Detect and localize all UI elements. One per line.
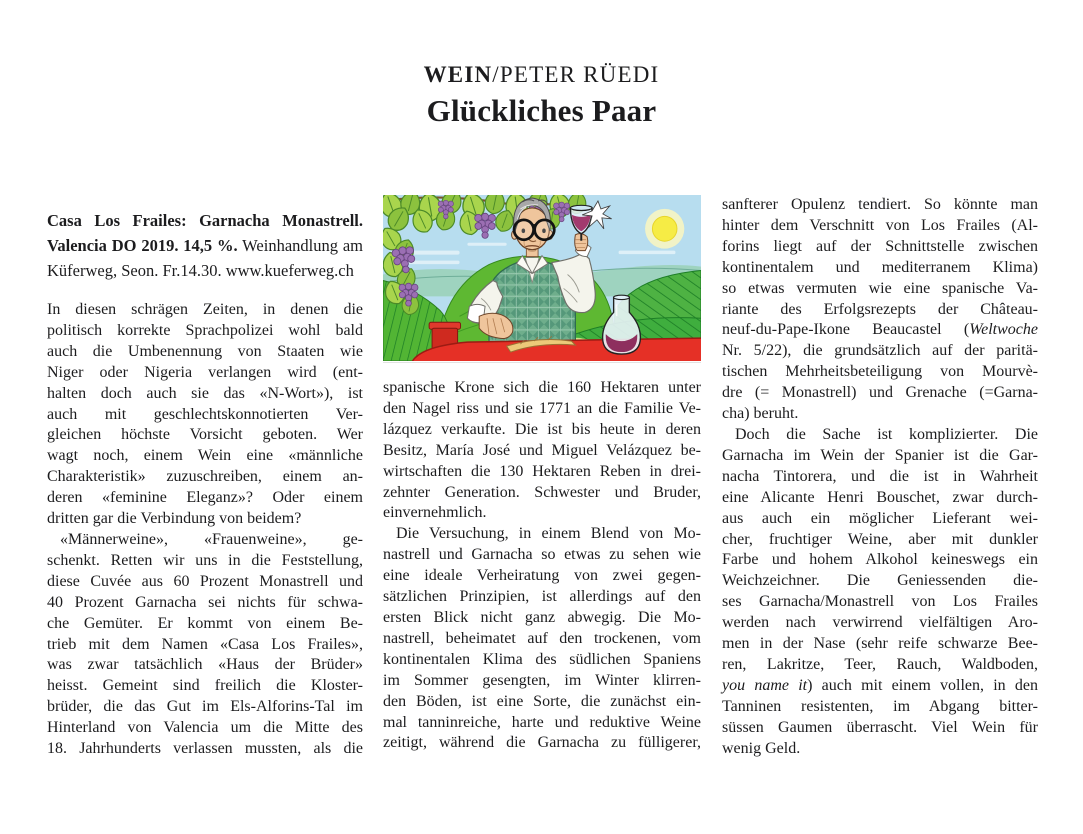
text-line: politisch korrekte Sprachpolizei wohl bald [47,321,363,339]
text-line: Küferweg, Seon. Fr.14.30. www.kueferweg.ch [47,261,354,280]
text-line: kontinentalem und mediterranem Klima) [722,258,1038,276]
text-line: einvernehmlich. [383,504,487,522]
text-line: auch die Umbenennung von Staaten wie [47,342,363,360]
text-line: Niger oder Nigeria verlangen wird (ent- [47,363,363,381]
text-line: sanfterer Opulenz tendiert. So könnte man [722,196,1038,213]
text-line: zeitigt, während die Garnacha zu fülligerer, [383,734,701,752]
column-left [47,208,363,760]
text-line: Valencia DO 2019. 14,5 %. Weinhandlung am [47,236,363,255]
text-line: brüder, die das Gut im Els-Alforins-Tal im [47,698,363,716]
text-line: Doch die Sache ist komplizierter. Die [735,425,1038,443]
text-line: auch mit geschlechtskonnotierten Ver- [47,405,363,423]
text-line: gleichen höchste Vorsicht geboten. Wer [47,426,363,444]
text-line: men in der Nase (sehr reife schwarze Bee- [722,635,1038,653]
illustration-svg [383,195,701,361]
text-line: heisst. Gemeint sind freilich die Kloster- [47,677,363,695]
text-line: eine Alicante Henri Bouschet, zwar durch- [722,488,1038,506]
text-line: tischen Mehrheitsbeteiligung von Mourvè- [722,363,1038,381]
text-line: so etwas vermuten wie eine spanische Va- [722,279,1038,297]
wine-info-block [47,208,363,283]
text-line: «Männerweine», «Frauenweine», ge- [60,530,363,548]
text-line: wirtschaften die 130 Hektaren Reben in drei- [383,462,701,480]
text-line: zehnter Generation. Schwester und Bruder, [383,483,701,501]
text-line: riante des Erfolgsrezepts der Château- [722,300,1038,318]
column-left-text [47,300,363,760]
text-line: werden nach verwirrend vielfältigen Aro- [722,614,1038,632]
text-line: nastrell und Garnacha so etwas zu sehen wie [383,546,701,564]
sun-icon [645,209,684,249]
kicker-category: WEIN [423,62,493,87]
text-line: schenkt. Retten wir uns in die Feststellung, [47,551,363,569]
text-line: eine ideale Verheiratung von zwei gegen- [383,567,701,585]
kicker-separator: / [492,62,500,87]
text-line: forins liegt auf der Schnittstelle zwischen [722,237,1038,255]
text-line: halten doch auch sie das «N-Wort»), ist [47,384,363,402]
article-header [0,63,1083,128]
text-line: Casa Los Frailes: Garnacha Monastrell. [47,211,363,230]
text-line: Garnacha im Wein der Spanier ist die Gar- [722,446,1038,464]
text-line: Die Versuchung, in einem Blend von Mo- [396,525,701,543]
text-line: diese Cuvée aus 60 Prozent Monastrell und [47,572,363,590]
text-line: Hinterland von Valencia um die Mitte des [47,719,363,737]
text-line: che Gemüter. Er kommt von einem Be- [47,614,363,632]
text-line: cha) beruht. [722,405,799,423]
text-line: nastrell, beheimatet auf den trockenen, vom [383,629,701,647]
text-line: mal tanninreiche, harte und reduktive Weine [383,713,701,731]
text-line: deren «feminine Eleganz»? Oder einem [47,489,363,507]
text-line: wagt noch, einem Wein eine «männliche [47,447,363,465]
text-line: was zwar tatsächlich «Haus der Brüder» [47,656,363,674]
text-line: kontinentalen Klima des südlichen Spaniens [383,650,701,668]
text-line: sätzlichen Prinzipien, ist allerdings auf den [383,588,701,606]
column-middle-text [383,378,701,754]
column-middle [383,195,701,754]
text-line: ersten Blick nicht ganz abwegig. Die Mo- [383,608,701,626]
text-line: dritten gar die Verbindung von beidem? [47,510,302,528]
text-line: Tanninen resistenten, im Abgang bitter- [722,697,1038,715]
text-line: Besitz, María José und Miguel Velázquez be- [383,441,701,459]
text-line: trieb mit dem Namen «Casa Los Frailes», [47,635,363,653]
text-line: 40 Prozent Garnacha sei nichts für schwa- [47,593,363,611]
text-line: aus auch ein möglicher Lieferant wei- [722,509,1038,527]
article-title: Glückliches Paar [426,93,657,128]
text-line: den Böden, ist eine Sorte, die zunächst ein- [383,692,701,710]
text-line: dre (= Monastrell) und Grenache (=Garna- [722,384,1038,402]
column-right-text [722,195,1038,759]
text-line: cher, fruchtiger Weine, aber mit dunkler [722,530,1038,548]
text-line: neuf-du-Pape-Ikone Beaucastel (Weltwoche [722,321,1038,339]
text-line: im Sommer gesengten, im Winter klirren- [383,671,701,689]
text-line: süssen Gaumen überrascht. Viel Wein für [722,718,1038,736]
wine-taster-illustration [383,195,701,363]
kicker-author: PETER RÜEDI [499,62,660,87]
text-line: wenig Geld. [722,739,801,757]
text-line: ren, Lakritze, Teer, Rauch, Waldboden, [722,655,1038,673]
text-line: nacha Tintorera, und die ist in Wahrheit [722,467,1038,485]
text-line: In diesen schrägen Zeiten, in denen die [47,301,363,318]
article-kicker [0,63,1083,87]
column-right [722,195,1038,759]
text-line: Nr. 5/22), die grundsätzlich auf der paritä- [722,342,1038,360]
text-line: lázquez verkaufte. Die ist bis heute in deren [383,420,701,438]
text-line: hinter dem Verschnitt von Los Frailes (Al- [722,216,1038,234]
text-line: ses Garnacha/Monastrell von Los Frailes [722,593,1038,611]
text-line: Farbe und hohem Alkohol keineswegs ein [722,551,1038,569]
text-line: Charakteristik» zuzuschreiben, einem an- [47,468,363,486]
text-line: Weichzeichner. Die Geniessenden die- [722,572,1038,590]
text-line: 18. Jahrhunderts verlassen mussten, als die [47,740,363,758]
text-line: you name it) auch mit einem vollen, in den [722,676,1038,694]
text-line: spanische Krone sich die 160 Hektaren unter [383,379,701,396]
text-line: den Nagel riss und sie 1771 an die Familie Ve- [383,399,701,417]
